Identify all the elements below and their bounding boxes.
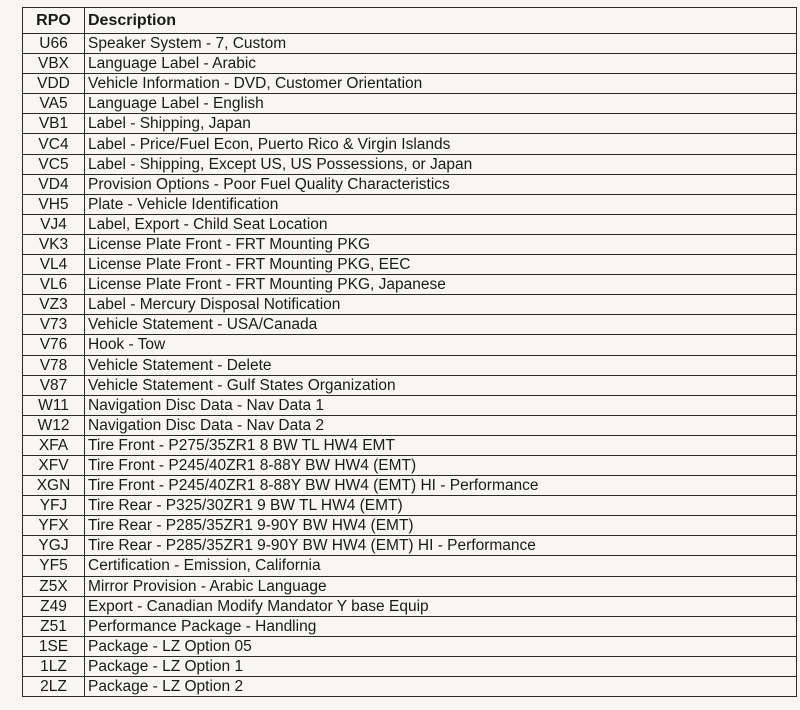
description-cell: Mirror Provision - Arabic Language <box>85 576 797 596</box>
rpo-code-cell: XFA <box>23 435 85 455</box>
description-cell: Package - LZ Option 2 <box>85 677 797 697</box>
table-row <box>23 656 797 676</box>
table-row <box>23 677 797 697</box>
rpo-code-cell: YGJ <box>23 536 85 556</box>
description-cell: Certification - Emission, California <box>85 556 797 576</box>
rpo-code-cell: 2LZ <box>23 677 85 697</box>
table-row <box>23 214 797 234</box>
rpo-code-cell: Z51 <box>23 616 85 636</box>
table-row <box>23 194 797 214</box>
table-header-row <box>23 8 797 34</box>
description-cell: Export - Canadian Modify Mandator Y base Equip <box>85 596 797 616</box>
description-cell: Label - Price/Fuel Econ, Puerto Rico & Virgin Islands <box>85 134 797 154</box>
table-row <box>23 375 797 395</box>
table-row <box>23 536 797 556</box>
rpo-code-cell: XFV <box>23 455 85 475</box>
rpo-code-cell: YF5 <box>23 556 85 576</box>
rpo-code-cell: XGN <box>23 476 85 496</box>
rpo-code-cell: VA5 <box>23 94 85 114</box>
rpo-code-cell: VBX <box>23 54 85 74</box>
description-cell: Language Label - Arabic <box>85 54 797 74</box>
rpo-code-cell: VC4 <box>23 134 85 154</box>
table-row <box>23 174 797 194</box>
description-cell: Tire Rear - P285/35ZR1 9-90Y BW HW4 (EMT) HI - Performance <box>85 536 797 556</box>
description-cell: Vehicle Statement - Gulf States Organization <box>85 375 797 395</box>
table-row <box>23 275 797 295</box>
table-row <box>23 556 797 576</box>
column-header-description: Description <box>85 8 797 34</box>
description-cell: Package - LZ Option 05 <box>85 636 797 656</box>
description-cell: Package - LZ Option 1 <box>85 656 797 676</box>
description-cell: Hook - Tow <box>85 335 797 355</box>
description-cell: Language Label - English <box>85 94 797 114</box>
table-row <box>23 74 797 94</box>
description-cell: License Plate Front - FRT Mounting PKG, EEC <box>85 255 797 275</box>
rpo-code-cell: VK3 <box>23 234 85 254</box>
rpo-code-cell: VL4 <box>23 255 85 275</box>
description-cell: Tire Rear - P285/35ZR1 9-90Y BW HW4 (EMT) <box>85 516 797 536</box>
rpo-code-cell: YFX <box>23 516 85 536</box>
rpo-code-cell: YFJ <box>23 496 85 516</box>
table-row <box>23 134 797 154</box>
rpo-code-cell: VC5 <box>23 154 85 174</box>
table-row <box>23 576 797 596</box>
description-cell: Tire Front - P245/40ZR1 8-88Y BW HW4 (EMT) <box>85 455 797 475</box>
rpo-code-cell: U66 <box>23 34 85 54</box>
table-row <box>23 94 797 114</box>
description-cell: Label - Shipping, Except US, US Possessions, or Japan <box>85 154 797 174</box>
rpo-code-cell: VZ3 <box>23 295 85 315</box>
description-cell: Provision Options - Poor Fuel Quality Characteristics <box>85 174 797 194</box>
rpo-code-cell: 1SE <box>23 636 85 656</box>
description-cell: Speaker System - 7, Custom <box>85 34 797 54</box>
rpo-code-cell: Z5X <box>23 576 85 596</box>
rpo-code-cell: VL6 <box>23 275 85 295</box>
description-cell: Tire Front - P245/40ZR1 8-88Y BW HW4 (EMT) HI - Performance <box>85 476 797 496</box>
table-row <box>23 455 797 475</box>
rpo-code-cell: VD4 <box>23 174 85 194</box>
column-header-rpo: RPO <box>23 8 85 34</box>
table-row <box>23 435 797 455</box>
rpo-code-cell: VJ4 <box>23 214 85 234</box>
table-row <box>23 496 797 516</box>
table-row <box>23 234 797 254</box>
table-row <box>23 516 797 536</box>
table-row <box>23 295 797 315</box>
table-row <box>23 154 797 174</box>
description-cell: Vehicle Statement - USA/Canada <box>85 315 797 335</box>
rpo-code-cell: V73 <box>23 315 85 335</box>
description-cell: License Plate Front - FRT Mounting PKG, Japanese <box>85 275 797 295</box>
rpo-code-cell: Z49 <box>23 596 85 616</box>
rpo-code-cell: 1LZ <box>23 656 85 676</box>
rpo-code-cell: VB1 <box>23 114 85 134</box>
description-cell: Label, Export - Child Seat Location <box>85 214 797 234</box>
table-row <box>23 54 797 74</box>
table-row <box>23 355 797 375</box>
table-row <box>23 636 797 656</box>
rpo-code-cell: W12 <box>23 415 85 435</box>
description-cell: Plate - Vehicle Identification <box>85 194 797 214</box>
rpo-table <box>22 7 797 697</box>
table-row <box>23 34 797 54</box>
description-cell: Vehicle Statement - Delete <box>85 355 797 375</box>
rpo-code-cell: V87 <box>23 375 85 395</box>
table-row <box>23 114 797 134</box>
rpo-code-cell: V76 <box>23 335 85 355</box>
description-cell: Label - Mercury Disposal Notification <box>85 295 797 315</box>
description-cell: License Plate Front - FRT Mounting PKG <box>85 234 797 254</box>
table-body <box>23 34 797 697</box>
description-cell: Performance Package - Handling <box>85 616 797 636</box>
table-row <box>23 616 797 636</box>
rpo-code-cell: W11 <box>23 395 85 415</box>
description-cell: Navigation Disc Data - Nav Data 2 <box>85 415 797 435</box>
table-row <box>23 255 797 275</box>
table-row <box>23 415 797 435</box>
description-cell: Navigation Disc Data - Nav Data 1 <box>85 395 797 415</box>
table-row <box>23 476 797 496</box>
rpo-code-cell: VDD <box>23 74 85 94</box>
description-cell: Vehicle Information - DVD, Customer Orientation <box>85 74 797 94</box>
table-row <box>23 395 797 415</box>
rpo-document <box>22 7 797 697</box>
rpo-code-cell: VH5 <box>23 194 85 214</box>
table-row <box>23 315 797 335</box>
description-cell: Tire Front - P275/35ZR1 8 BW TL HW4 EMT <box>85 435 797 455</box>
rpo-code-cell: V78 <box>23 355 85 375</box>
table-row <box>23 335 797 355</box>
description-cell: Label - Shipping, Japan <box>85 114 797 134</box>
table-row <box>23 596 797 616</box>
description-cell: Tire Rear - P325/30ZR1 9 BW TL HW4 (EMT) <box>85 496 797 516</box>
